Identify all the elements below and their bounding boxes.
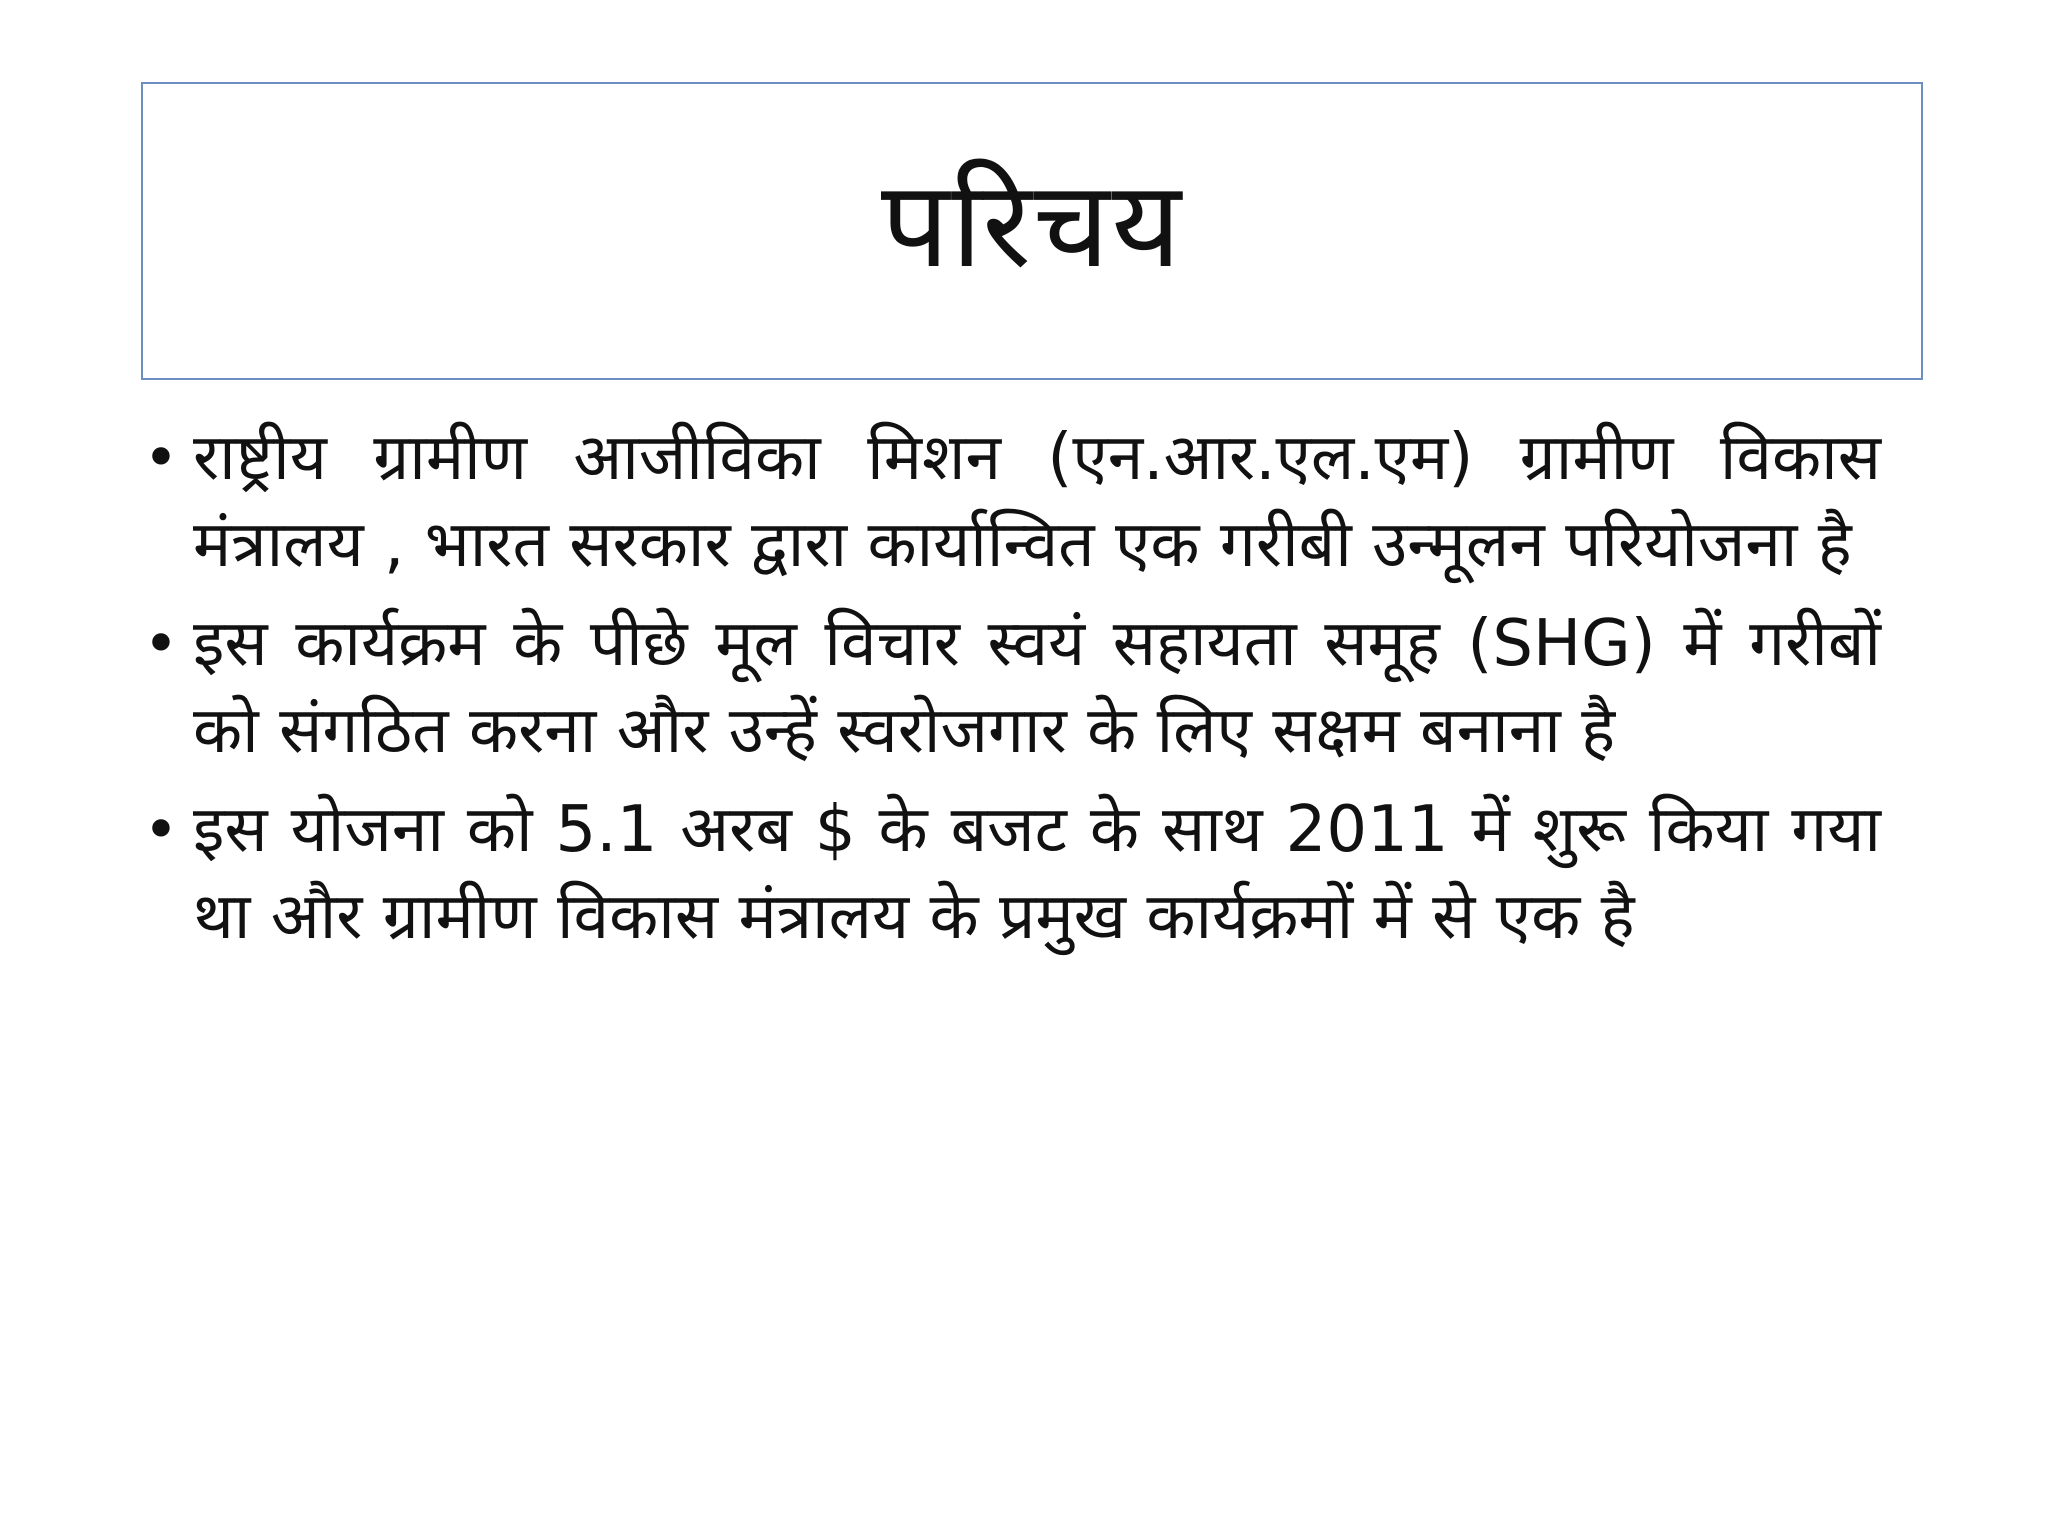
bullet-text-3: इस योजना को 5.1 अरब $ के बजट के साथ 2011 में शुरू किया गया था और ग्रामीण विकास मंत्रालय के प्रमुख कार्यक्रमों में से एक है bbox=[193, 793, 1881, 954]
bullet-item-3 bbox=[141, 787, 1881, 961]
bullet-dot-icon: • bbox=[143, 423, 179, 493]
bullet-dot-icon: • bbox=[143, 609, 179, 679]
slide-title: परिचय bbox=[880, 156, 1184, 295]
bullet-list bbox=[141, 415, 1881, 973]
bullet-text-1: राष्ट्रीय ग्रामीण आजीविका मिशन (एन.आर.एल.एम) ग्रामीण विकास मंत्रालय , भारत सरकार द्वारा कार्यान्वित एक गरीबी उन्मूलन परियोजना है bbox=[193, 421, 1881, 582]
bullet-item-1 bbox=[141, 415, 1881, 589]
bullet-text-2: इस कार्यक्रम के पीछे मूल विचार स्वयं सहायता समूह (SHG) में गरीबों को संगठित करना और उन्हें स्वरोजगार के लिए सक्षम बनाना है bbox=[193, 607, 1881, 768]
slide-title-box bbox=[141, 82, 1923, 380]
bullet-dot-icon: • bbox=[143, 795, 179, 865]
bullet-item-2 bbox=[141, 601, 1881, 775]
